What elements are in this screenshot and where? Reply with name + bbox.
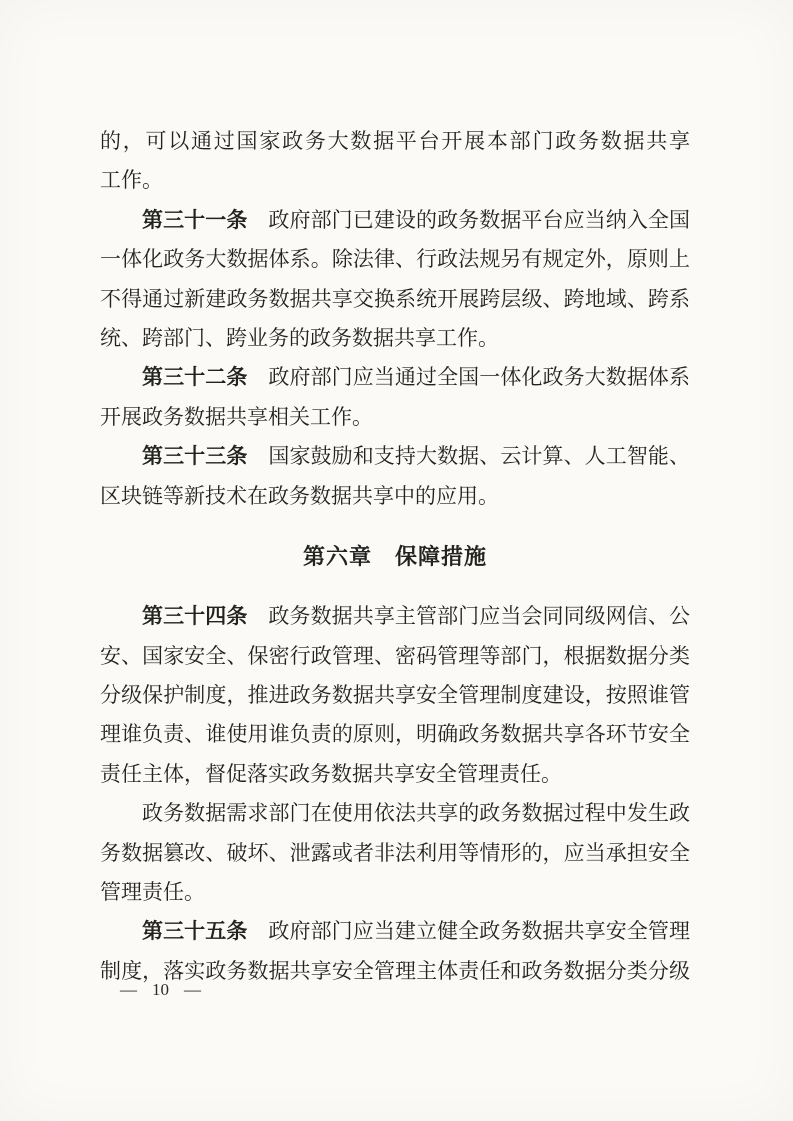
text-line: 分级保护制度，推进政务数据共享安全管理制度建设，按照谁管	[100, 683, 690, 708]
text-line-article-31	[100, 201, 690, 240]
text-line: 制度，落实政务数据共享安全管理主体责任和政务数据分类分级	[100, 958, 690, 983]
article-text: 政务数据共享主管部门应当会同同级网信、公	[268, 604, 691, 629]
article-text: 国家鼓励和支持大数据、云计算、人工智能、	[268, 444, 691, 469]
article-number: 第三十五条	[142, 919, 248, 944]
text-line: 工作。	[100, 168, 163, 193]
text-line-article-35	[100, 912, 690, 951]
article-text: 政府部门已建设的政务数据平台应当纳入全国	[268, 207, 691, 232]
text-line-article-33	[100, 437, 690, 476]
page-number-dash-right: —	[184, 980, 201, 999]
text-line: 不得通过新建政务数据共享交换系统开展跨层级、跨地域、跨系	[100, 286, 690, 311]
text-line: 区块链等新技术在政务数据共享中的应用。	[100, 483, 499, 508]
page-number-dash-left: —	[120, 980, 137, 999]
article-number: 第三十四条	[142, 604, 248, 629]
chapter-heading: 第六章 保障措施	[302, 543, 487, 569]
text-line: 政务数据需求部门在使用依法共享的政务数据过程中发生政	[142, 801, 690, 826]
page-number-value: 10	[152, 980, 169, 999]
text-line: 务数据篡改、破坏、泄露或者非法利用等情形的，应当承担安全	[100, 840, 690, 865]
article-text: 政府部门应当建立健全政务数据共享安全管理	[268, 919, 691, 944]
text-line-article-32	[100, 358, 690, 397]
page-number	[120, 980, 201, 1000]
article-number: 第三十二条	[142, 365, 248, 390]
text-line: 开展政务数据共享相关工作。	[100, 404, 373, 429]
text-line: 的，可以通过国家政务大数据平台开展本部门政务数据共享	[100, 129, 690, 153]
text-line-article-34	[100, 597, 690, 636]
text-line: 一体化政务大数据体系。除法律、行政法规另有规定外，原则上	[100, 247, 690, 272]
article-number: 第三十三条	[142, 444, 248, 469]
text-line: 安、国家安全、保密行政管理、密码管理等部门，根据数据分类	[100, 643, 690, 668]
text-line: 统、跨部门、跨业务的政务数据共享工作。	[100, 325, 499, 350]
document-body	[100, 122, 690, 991]
text-line: 责任主体，督促落实政务数据共享安全管理责任。	[100, 761, 562, 786]
article-number: 第三十一条	[142, 207, 248, 232]
text-line: 理谁负责、谁使用谁负责的原则，明确政务数据共享各环节安全	[100, 722, 690, 747]
article-text: 政府部门应当通过全国一体化政务大数据体系	[268, 365, 691, 390]
text-line: 管理责任。	[100, 880, 205, 905]
